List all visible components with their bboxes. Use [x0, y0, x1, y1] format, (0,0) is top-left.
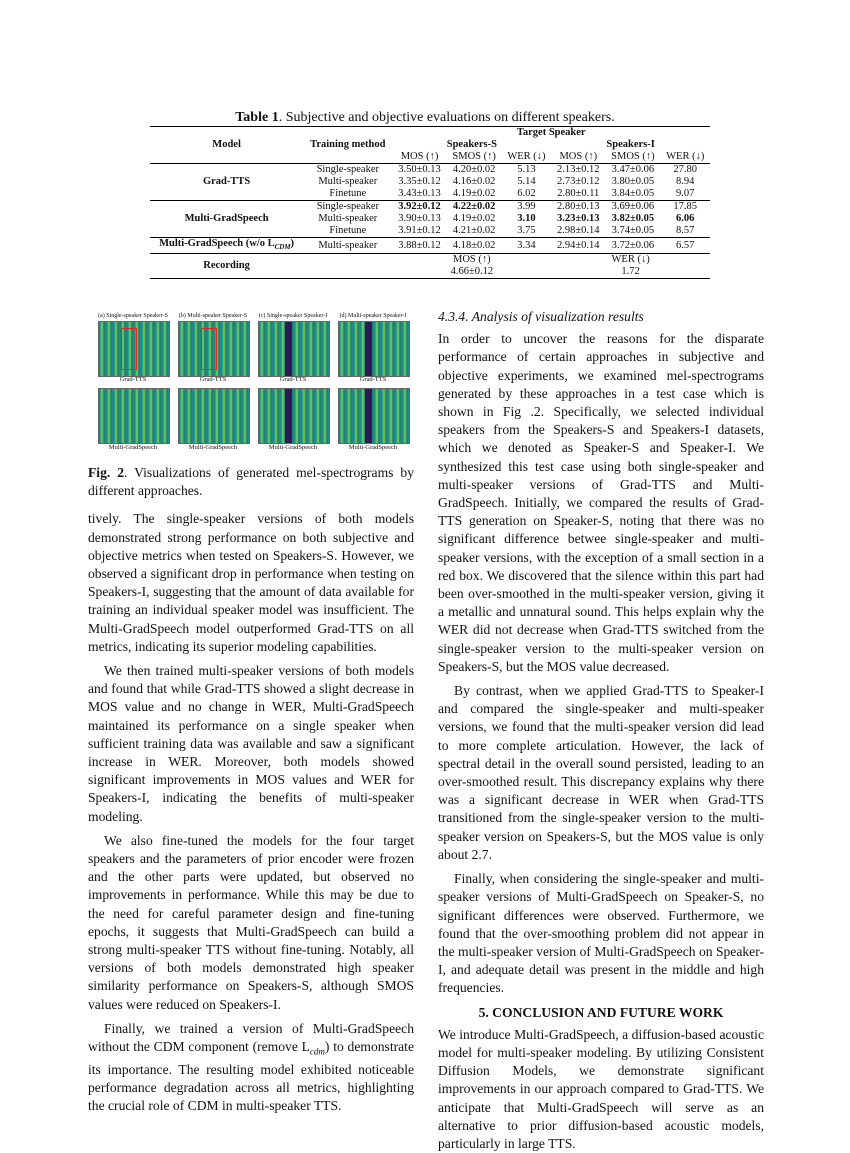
spectrogram [258, 321, 330, 377]
wo-model-name: Multi-GradSpeech (w/o L [159, 238, 275, 249]
cell: 3.35±0.12 [398, 176, 441, 187]
model-name: Grad-TTS [150, 164, 303, 201]
cell: 3.74±0.05 [611, 225, 655, 236]
cell: 4.18±0.02 [447, 238, 502, 254]
cell: 17.85 [660, 201, 710, 214]
cell: 6.57 [660, 238, 710, 254]
cell: 3.47±0.06 [605, 164, 660, 177]
cell: 9.07 [676, 188, 695, 199]
rec-mos-label: MOS (↑) [392, 254, 551, 267]
subfig-label: (b) Multi-speaker Speaker-S [178, 313, 248, 319]
cell: 2.80±0.11 [557, 188, 600, 199]
spectrogram [178, 321, 250, 377]
subfig-caption: Grad-TTS [279, 376, 307, 383]
paragraph-part: ) to demonstrate its importance. The resulting model exhibited noticeable performance degradation across all metrics, highlighting the crucial role of CDM in multi-speaker TTS. [88, 1039, 414, 1114]
cell: 6.06 [676, 213, 695, 224]
subfig-caption: Multi-GradSpeech [268, 444, 318, 451]
subfig-caption: Grad-TTS [359, 376, 387, 383]
subfig-caption: Grad-TTS [199, 376, 227, 383]
wo-model-sub: CDM [274, 243, 291, 252]
cell: 8.94 [676, 176, 695, 187]
hdr-metric: SMOS (↑) [452, 151, 496, 162]
method: Finetune [329, 188, 367, 199]
hdr-metric: WER (↓) [507, 151, 546, 162]
cell: 3.50±0.13 [392, 164, 446, 177]
paragraph: In order to uncover the reasons for the disparate performance of certain approaches in subjective and objective experiments, we examined mel-spectrograms generated by these approaches in a test case which is shown in Fig .2. Specifically, we selected individual speakers from the Speakers-S and Speakers-I datasets, which we denoted as Speaker-S and Speaker-I. We synthesized this test case using both single-speaker and multi-speaker versions of Grad-TTS and Multi-GradSpeech. Initially, we compared the results of Grad-TTS generation on Speaker-S, noting that there was no significant difference betwee single-speaker and multi-speaker versions, with the exception of a small section in a red box. We discovered that the silence within this part had been over-smoothed in the multi-speaker version, giving it a metallic and unnatural sound. This helps explain why the WER did not decrease when Grad-TTS switched from the single-speaker version to the multi-speaker version on Speakers-S, but the MOS value decreased. [438, 331, 764, 674]
math-sub: cdm [309, 1046, 325, 1057]
cell: 3.34 [502, 238, 552, 254]
hdr-speakers-i: Speakers-I [606, 139, 655, 150]
cell: 2.13±0.12 [551, 164, 605, 177]
hdr-metric: SMOS (↑) [611, 151, 655, 162]
highlight-box [201, 328, 217, 370]
subfig-caption: Multi-GradSpeech [348, 444, 398, 451]
spectrogram [98, 388, 170, 444]
cell: 3.88±0.12 [392, 238, 446, 254]
hdr-model: Model [150, 127, 303, 164]
cell: 27.80 [660, 164, 710, 177]
subfig-label: (c) Single-speaker Speaker-I [258, 313, 328, 319]
figure-caption-label: Fig. 2 [88, 465, 125, 480]
cell: 4.16±0.02 [452, 176, 496, 187]
method: Single-speaker [303, 201, 392, 214]
paragraph: We also fine-tuned the models for the four target speakers and the parameters of prior encoder were frozen and the other parts were updated, but observed no improvements in performance. While this may be due to the need for careful parameter design and fine-tuning epochs, it suggests that Multi-GradSpeech can build a strong multi-speaker TTS without fine-tuning. Notably, all versions of both models demonstrated high speaker similarity performance on Speakers-S, although SMOS values were reduced on Speakers-I. [88, 832, 414, 1012]
spectrogram [178, 388, 250, 444]
results-table [150, 126, 710, 279]
method: Finetune [329, 225, 367, 236]
cell: 4.19±0.02 [452, 188, 496, 199]
cell: 4.20±0.02 [447, 164, 502, 177]
paragraph-part: Finally, we trained a version of Multi-GradSpeech without the CDM component (remove L [88, 1020, 414, 1055]
section-title: 4.3.4. Analysis of visualization results [438, 309, 644, 324]
subfig-caption: Grad-TTS [119, 376, 147, 383]
cell: 2.94±0.14 [551, 238, 605, 254]
cell: 3.72±0.06 [605, 238, 660, 254]
cell: 3.23±0.13 [557, 213, 600, 224]
cell: 3.80±0.05 [611, 176, 655, 187]
spectrogram [98, 321, 170, 377]
left-column [88, 464, 414, 1116]
paragraph [88, 1020, 414, 1116]
hdr-target: Target Speaker [392, 127, 710, 140]
table-row [150, 164, 710, 177]
subfig-caption: Multi-GradSpeech [108, 444, 158, 451]
cell: 6.02 [517, 188, 536, 199]
cell: 3.99 [502, 201, 552, 214]
method: Multi-speaker [303, 238, 392, 254]
table-caption-label: Table 1 [235, 110, 279, 125]
method: Single-speaker [303, 164, 392, 177]
cell: 2.73±0.12 [557, 176, 600, 187]
rec-wer-val: 1.72 [551, 266, 710, 279]
cell: 3.90±0.13 [398, 213, 441, 224]
cell: 2.98±0.14 [557, 225, 600, 236]
paragraph: We then trained multi-speaker versions of both models and found that while Grad-TTS showed a slight decrease in MOS value and no change in WER, Multi-GradSpeech maintained its performance on a single speaker when sufficient training data was available and saw a significant increase in WER. Moreover, both models showed significant improvements in MOS values and WER for Speakers-I, indicating the benefits of multi-speaker modeling. [88, 663, 414, 824]
mel-spectrogram-figure [92, 313, 412, 461]
model-name: Recording [150, 254, 303, 279]
hdr-speakers-s: Speakers-S [446, 139, 497, 150]
subfig-label: (d) Multi-speaker Speaker-I [339, 313, 407, 319]
paragraph: Finally, when considering the single-speaker and multi-speaker versions of Multi-GradSpeech on Speaker-S, no significant differences were observed. Furthermore, we found that the over-smoothing problem did not appear in the multi-speaker version of Multi-GradSpeech on Speaker-I, and adequate detail was present in the middle and high frequencies. [438, 871, 764, 996]
table-row [150, 201, 710, 214]
method: Multi-speaker [318, 176, 378, 187]
spectrogram [338, 321, 410, 377]
figure-caption [88, 464, 414, 500]
cell: 5.13 [502, 164, 552, 177]
cell: 2.80±0.13 [551, 201, 605, 214]
cell: 4.19±0.02 [452, 213, 496, 224]
cell: 8.57 [676, 225, 695, 236]
model-name: Multi-GradSpeech [150, 201, 303, 238]
table-caption-text: . Subjective and objective evaluations on different speakers. [278, 110, 615, 125]
cell: 3.69±0.06 [605, 201, 660, 214]
subfig-caption: Multi-GradSpeech [188, 444, 238, 451]
cell: 3.91±0.12 [398, 225, 441, 236]
table-caption [150, 110, 700, 126]
rec-wer-label: WER (↓) [551, 254, 710, 267]
table-row [150, 254, 710, 267]
table-row [150, 238, 710, 254]
paragraph: By contrast, when we applied Grad-TTS to Speaker-I and compared the single-speaker and multi-speaker versions, we found that the multi-speaker version did lead to more complete articulation. However, the lack of spectral detail in the overall sound persisted, leading to an over-smoothed result. This discrepancy explains why there was a significant decrease in WER when Grad-TTS transitioned from the single-speaker version to the multi-speaker version on Speakers-S, but the MOS value is only about 2.7. [438, 683, 764, 862]
spectrogram [338, 388, 410, 444]
cell: 3.75 [517, 225, 536, 236]
rec-mos-val: 4.66±0.12 [392, 266, 551, 279]
highlight-box [121, 328, 137, 370]
cell: 5.14 [517, 176, 536, 187]
cell: 3.92±0.12 [392, 201, 446, 214]
cell: 4.22±0.02 [447, 201, 502, 214]
cell: 3.43±0.13 [398, 188, 441, 199]
hdr-metric: WER (↓) [666, 151, 705, 162]
cell: 3.10 [517, 213, 536, 224]
cell: 3.84±0.05 [611, 188, 655, 199]
hdr-metric: MOS (↑) [559, 151, 598, 162]
right-column [438, 308, 764, 1153]
cell: 3.82±0.05 [611, 213, 655, 224]
model-name: Multi-GradSpeech (w/o $L_{CDM}$) [150, 238, 303, 254]
hdr-training: Training method [303, 127, 392, 164]
spectrogram [258, 388, 330, 444]
cell: 4.21±0.02 [452, 225, 496, 236]
hdr-metric: MOS (↑) [400, 151, 439, 162]
method: Multi-speaker [318, 213, 378, 224]
paragraph: tively. The single-speaker versions of both models demonstrated strong performance on both subjective and objective metrics when tested on Speakers-S. However, we observed a significant drop in performance when testing on Speakers-I, suggesting that the amount of data available for training an individual speaker model was insufficient. The Multi-GradSpeech model outperformed Grad-TTS on all metrics, indicating its superior modeling capabilities. [88, 511, 414, 654]
figure-caption-text: . Visualizations of generated mel-spectrograms by different approaches. [88, 465, 414, 499]
paragraph: We introduce Multi-GradSpeech, a diffusion-based acoustic model for multi-speaker modeling. By utilizing Consistent Diffusion Models, we demonstrate significant improvements in our approach compared to Grad-TTS. We anticipate that Multi-GradSpeech will serve as an alternative to prior diffusion-based acoustic models, particularly in large TTS. [438, 1026, 764, 1151]
section-heading: 5. CONCLUSION AND FUTURE WORK [478, 1004, 724, 1020]
subfig-label: (a) Single-speaker Speaker-S [98, 313, 168, 319]
